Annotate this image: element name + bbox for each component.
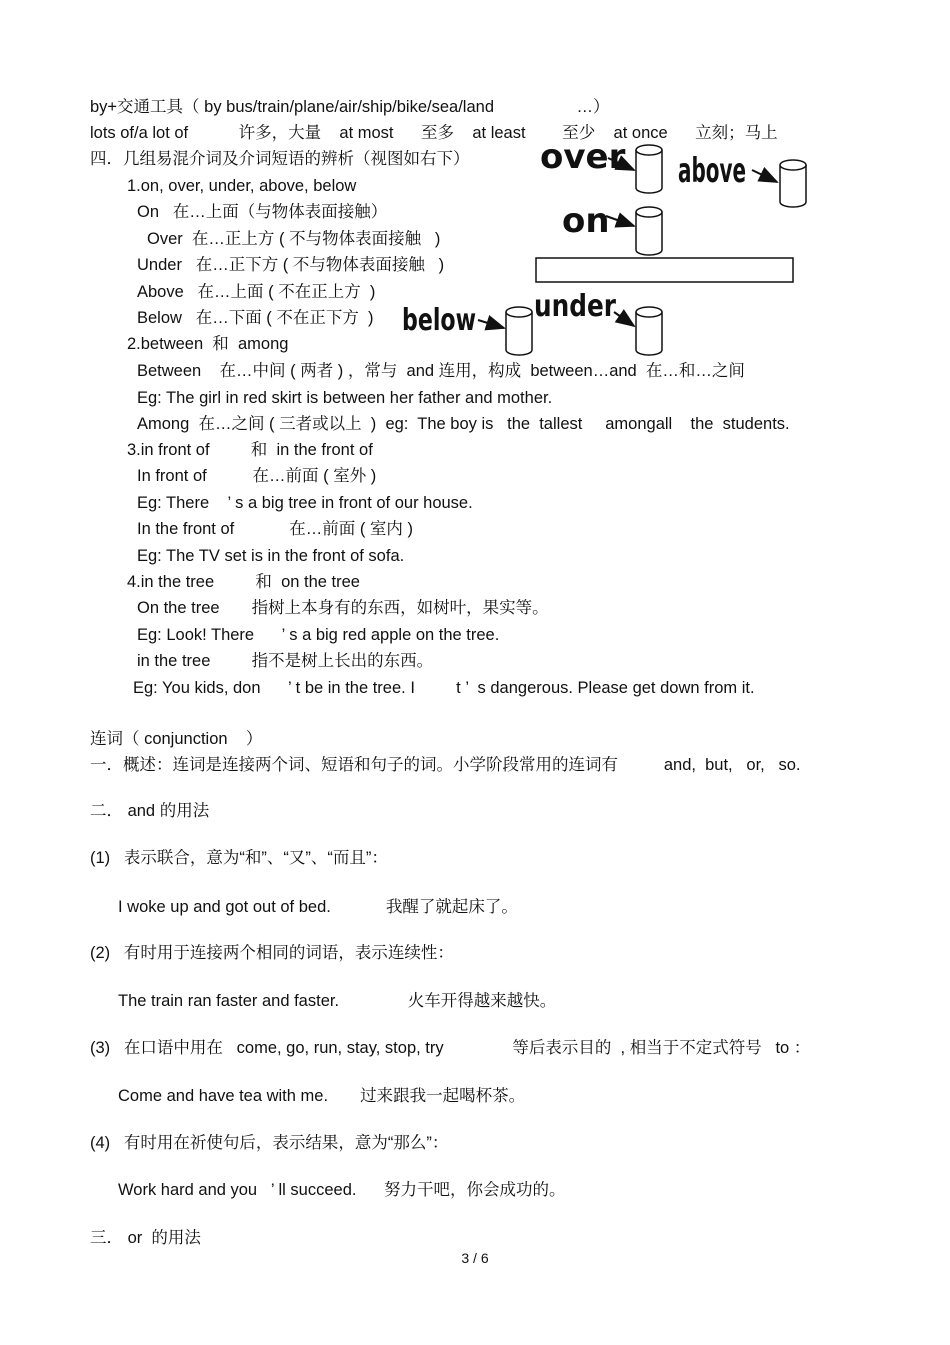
text-line: In the front of 在…前面 ( 室内 ) (137, 520, 413, 538)
section-heading: 二． and 的用法 (90, 802, 210, 820)
text-line: Above 在…上面 ( 不在正上方 ) (137, 283, 376, 301)
example-line: The train ran faster and faster. 火车开得越来越快。 (118, 992, 557, 1010)
text-line: (2) 有时用于连接两个相同的词语，表示连续性： (90, 944, 454, 962)
cylinder-on (636, 207, 662, 255)
text-line: Between 在…中间 ( 两者 ) ，常与 and 连用，构成 between…and 在…和…之间 (137, 362, 745, 380)
text-line: by+交通工具（ by bus/train/plane/air/ship/bike/sea/land …） (90, 98, 610, 116)
sub-heading: 4.in the tree 和 on the tree (127, 573, 360, 591)
text-line: in the tree 指不是树上长出的东西。 (137, 652, 434, 670)
cylinder-above (780, 160, 806, 207)
text-line: lots of/a lot of 许多，大量 at most 至多 at least 至少 at once 立刻；马上 (90, 124, 778, 142)
text-line: On 在…上面（与物体表面接触） (137, 203, 388, 221)
sub-heading: 2.between 和 among (127, 335, 289, 353)
preposition-diagram (402, 137, 820, 360)
text-line: Under 在…正下方 ( 不与物体表面接触 ) (137, 256, 445, 274)
text-line: 一．概述：连词是连接两个词、短语和句子的词。小学阶段常用的连词有 and, but, or, so. (90, 756, 801, 774)
on-arrow (606, 216, 634, 226)
on-label: on (562, 201, 610, 241)
example-line: Eg: Look! There ’ s a big red apple on the tree. (137, 626, 500, 644)
example-line: Come and have tea with me. 过来跟我一起喝杯茶。 (118, 1087, 526, 1105)
cylinder-under (636, 307, 662, 355)
section-heading: 连词（ conjunction ） (90, 730, 263, 748)
text-line: (4) 有时用在祈使句后，表示结果，意为“那么”： (90, 1134, 449, 1152)
section-heading: 三． or 的用法 (90, 1229, 201, 1247)
cylinder-below (506, 307, 532, 355)
below-label: below (402, 303, 476, 338)
text-line: (3) 在口语中用在 come, go, run, stay, stop, try 等后表示目的 , 相当于不定式符号 to ： (90, 1039, 811, 1057)
example-line: Eg: The girl in red skirt is between her father and mother. (137, 389, 553, 407)
under-label: under (534, 289, 617, 324)
example-line: Eg: There ’ s a big tree in front of our house. (137, 494, 473, 512)
cylinder-over (636, 145, 662, 193)
text-line: (1) 表示联合，意为“和”、“又”、“而且”： (90, 849, 388, 867)
example-line: I woke up and got out of bed. 我醒了就起床了。 (118, 898, 518, 916)
sub-heading: 3.in front of 和 in the front of (127, 441, 373, 459)
page-number: 3 / 6 (461, 1250, 489, 1266)
text-line: On the tree 指树上本身有的东西，如树叶，果实等。 (137, 599, 549, 617)
under-arrow (614, 312, 634, 326)
above-label: above (678, 151, 746, 191)
below-arrow (478, 320, 504, 328)
text-line: Over 在…正上方 ( 不与物体表面接触 ) (147, 230, 441, 248)
surface-board (536, 258, 793, 282)
sub-heading: 1.on, over, under, above, below (127, 177, 357, 195)
example-line: Eg: The TV set is in the front of sofa. (137, 547, 405, 565)
text-line: Below 在…下面 ( 不在正下方 ) (137, 309, 374, 327)
section-heading: 四．几组易混介词及介词短语的辨析（视图如右下） (90, 150, 470, 168)
example-line: Work hard and you ’ ll succeed. 努力干吧，你会成功的。 (118, 1181, 566, 1199)
text-line: Among 在…之间 ( 三者或以上 ) eg: The boy is the tallest amongall the students. (137, 415, 790, 433)
text-line: In front of 在…前面 ( 室外 ) (137, 467, 377, 485)
example-line: Eg: You kids, don ’ t be in the tree. I t ’ s dangerous. Please get down from it. (133, 679, 755, 697)
above-arrow (752, 170, 777, 182)
over-label: over (540, 137, 626, 177)
